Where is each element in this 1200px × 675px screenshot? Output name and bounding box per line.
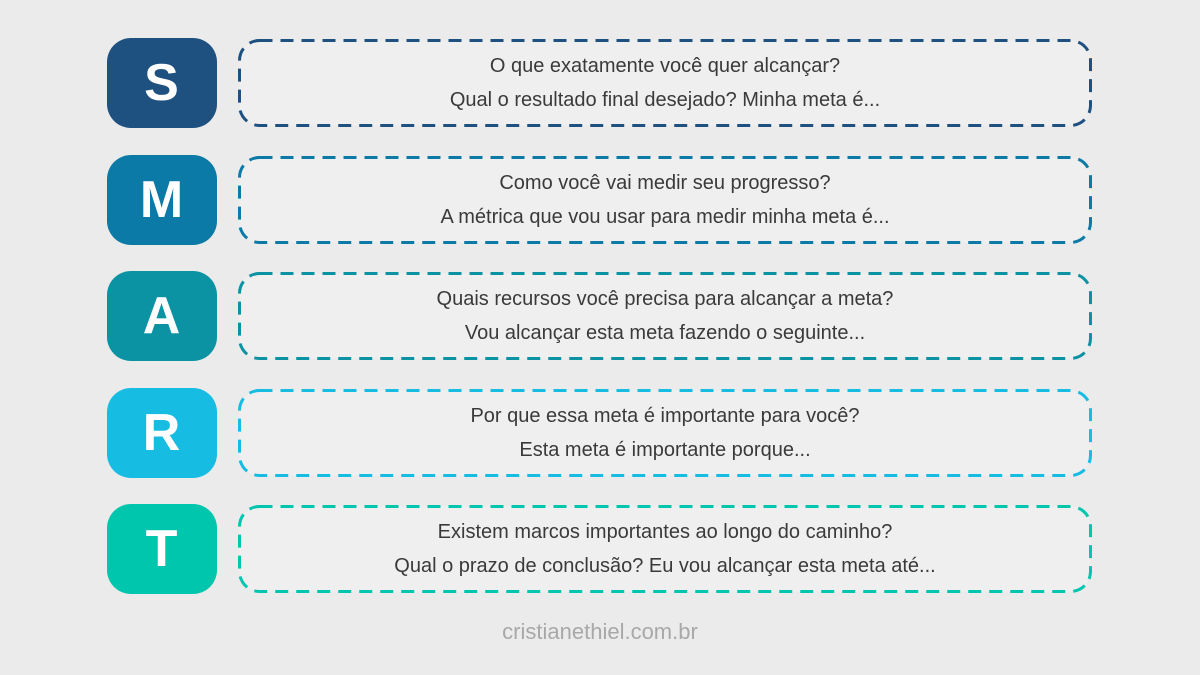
box-text-m bbox=[238, 156, 1092, 244]
prompt-line: Qual o resultado final desejado? Minha meta é... bbox=[449, 89, 881, 111]
letter-t: T bbox=[145, 520, 179, 578]
question-line: Existem marcos importantes ao longo do caminho? bbox=[437, 521, 893, 543]
box-text-r bbox=[238, 389, 1092, 477]
smart-row-r bbox=[0, 388, 1200, 478]
letter-r: R bbox=[142, 404, 182, 462]
letter-a: A bbox=[142, 287, 182, 345]
smart-row-t bbox=[0, 504, 1200, 594]
letter-m: M bbox=[139, 171, 185, 229]
description-box-s bbox=[238, 39, 1092, 127]
prompt-line: Esta meta é importante porque... bbox=[519, 439, 811, 461]
letter-tile-s bbox=[107, 38, 217, 128]
description-box-a bbox=[238, 272, 1092, 360]
letter-tile-m bbox=[107, 155, 217, 245]
description-box-r bbox=[238, 389, 1092, 477]
letter-s: S bbox=[144, 54, 180, 112]
description-box-m bbox=[238, 156, 1092, 244]
box-text-s bbox=[238, 39, 1092, 127]
box-text-t bbox=[238, 505, 1092, 593]
letter-tile-a bbox=[107, 271, 217, 361]
letter-tile-t bbox=[107, 504, 217, 594]
question-line: Por que essa meta é importante para você? bbox=[470, 405, 860, 427]
box-text-a bbox=[238, 272, 1092, 360]
letter-tile-r bbox=[107, 388, 217, 478]
smart-row-a bbox=[0, 271, 1200, 361]
prompt-line: A métrica que vou usar para medir minha meta é... bbox=[440, 206, 890, 228]
question-line: Quais recursos você precisa para alcançar a meta? bbox=[436, 288, 894, 310]
question-line: Como você vai medir seu progresso? bbox=[499, 172, 831, 194]
prompt-line: Vou alcançar esta meta fazendo o seguinte... bbox=[464, 322, 866, 344]
question-line: O que exatamente você quer alcançar? bbox=[489, 55, 841, 77]
prompt-line: Qual o prazo de conclusão? Eu vou alcançar esta meta até... bbox=[394, 555, 936, 577]
smart-row-m bbox=[0, 155, 1200, 245]
description-box-t bbox=[238, 505, 1092, 593]
website-credit: cristianethiel.com.br bbox=[502, 619, 698, 644]
smart-row-s bbox=[0, 38, 1200, 128]
